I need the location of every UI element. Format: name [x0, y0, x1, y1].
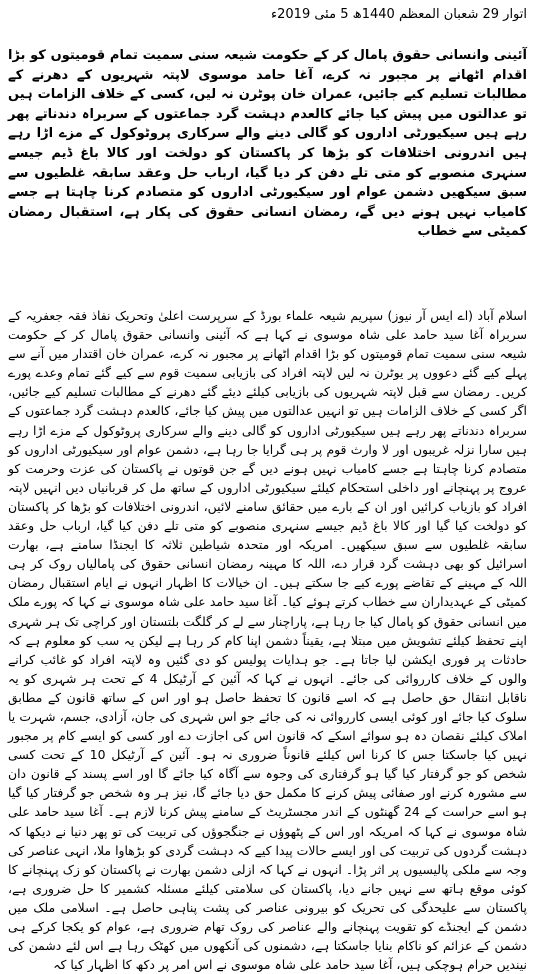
dateline: اتوار 29 شعبان المعظم 1440ھ 5 مئی 2019ء — [271, 7, 527, 22]
article-body: اسلام آباد (اے ایس آر نیوز) سپریم شیعہ علماء بورڈ کے سرپرست اعلیٰ وتحریک نفاذ فقہ جعفریہ کے سربراہ آغا سید حامد علی شاہ موسوی نے کہا ہے کہ آئینی وانسانی حقوق پامال کر کے حکومت شیعہ سنی سمیت تمام قومیتوں کو بڑا اقدام اٹھانے پر مجبور نہ کرے، عمران خان اقتدار میں آنے سے پہلے کیے گئے دعووں پر یوٹرن نہ لیں لاپتہ افراد کی بازیابی سمیت قوم سے کیے گئے تمام وعدے پورے کریں۔ رمضان سے قبل لاپتہ شہریوں کی بازیابی کیلئے دیئے گئے دھرنے کے مطالبات تسلیم کیے جائیں، اگر کسی کے خلاف الزامات ہیں تو انہیں عدالتوں میں پیش کیا جائے، کالعدم دہشت گرد جماعتوں کے سربراہ دندناتے پھر رہے ہیں سیکیورٹی اداروں کو گالی دینے والے سرکاری پروٹوکول کے مزے اڑا رہے ہیں سارا نزلہ غریبوں اور لا وارث قوم پر ہی گرایا جا رہا ہے، دشمن عوام اور سیکیورٹی اداروں کو متصادم کرنا چاہتا ہے جسے کامیاب نہیں ہونے دیں گے جن قوتوں نے پاکستان کی عزت وحرمت کو عروج پر پہنچانے اور داخلی استحکام کیلئے سیکیورٹی اداروں کے ساتھ مل کر قربانیاں دیں انہیں لاپتہ افراد کو بازیاب کرائیں اور ان کے بارے میں حقائق سامنے لائیں، اندرونی اختلافات کو بڑھا کر پاکستان کو دولخت کیا گیا اور کالا باغ ڈیم جیسے سنہری منصوبے کو متی تلے دفن کیا گیا، ارباب حل وعقد سابقہ غلطیوں سے سبق سیکھیں۔ امریکہ اور متحدہ شیاطین ثلاثہ کا ایجنڈا سامنے ہے، بھارت اسرائیل کو بھی دہشت گرد قرار دے، اللہ کا مہینہ رمضان انسانی حقوق کی پامالیاں روک کر ہی اللہ کے مہینے کے تقاضے پورے کیے جا سکتے ہیں۔ ان خیالات کا اظہار انہوں نے ایام استقبال رمضان کمیٹی کے عہدیداران سے خطاب کرتے ہوئے کیا۔ آغا سید حامد علی شاہ موسوی نے کہا کہ پورے ملک میں انسانی حقوق کو پامال کیا جا رہا ہے، پاراچنار سے لے کر گلگت بلتستان اور کراچی تک ہر شہری اپنے تحفظ کیلئے تشویش میں مبتلا ہے، یقیناً دشمن اپنا کام کر رہا ہے لیکن یہ سب کو معلوم ہے کہ حادثات پر فوری ایکشن لیا جاتا ہے۔ جو ہدایات پولیس کو دی گئیں وہ لاپتہ افراد کو غائب کرانے والوں کے خلاف کارروائی کی جائے۔ انہوں نے کہا کہ آئین کے آرٹیکل 4 کے تحت ہر شہری کو یہ ناقابل انتقال حق حاصل ہے کہ اسے قانون کا تحفظ حاصل ہو اور اس کے ساتھ قانون کے مطابق سلوک کیا جائے اور کوئی ایسی کارروائی نہ کی جائے جو اس شہری کی جان، آزادی، جسم، شہرت یا املاک کیلئے نقصان دہ ہو سوائے اسکے کہ قانون اس کی اجازت دے اور کسی کو ایسے کام پر مجبور نہیں کیا جاسکتا جس کا کرنا اس کیلئے قانوناً ضروری نہ ہو۔ آئین کے آرٹیکل 10 کے تحت کسی شخص کو جو گرفتار کیا گیا ہو گرفتاری کی وجوہ سے آگاہ کیا جائے گا اور اسے پسند کے قانون دان سے مشورہ کرنے اور صفائی پیش کرنے کا مکمل حق دیا جائے گا، نیز ہر وہ شخص جو گرفتار کیا گیا ہو اسے حراست کے 24 گھنٹوں کے اندر مجسٹریٹ کے سامنے پیش کرنا لازم ہے۔ آغا سید حامد علی شاہ موسوی نے کہا کہ امریکہ اور اس کے پٹھوؤں نے جنگجوؤں کی تربیت کی تو پھر دنیا نے دیکھا کہ دہشت گردوں کی تربیت کی اور ایسے حالات پیدا کیے کہ دہشت گردی کو بڑھاوا ملا، انہی عناصر کی وجہ سے ملکی پالیسیوں پر اثر پڑا۔ انہوں نے کہا کہ ازلی دشمن بھارت نے پاکستان کو زک پہنچانے کا کوئی موقع ہاتھ سے نہیں جانے دیا، پاکستان کی سلامتی کیلئے مسئلہ کشمیر کا حل ضروری ہے، پاکستان سے علیحدگی کی تحریک کو بیرونی عناصر کی پشت پناہی حاصل ہے۔ اسلامی ملک میں دشمن کے ایجنڈے کو تقویت پہنچانے والے عناصر کی روک تھام ضروری ہے، عوام کو یکجا کرکے ہی دشمن کے عزائم کو ناکام بنایا جاسکتا ہے، دشمنوں کی آنکھوں میں کھٹک رہا ہے اس لئے دشمن کی نیندیں حرام ہوچکی ہیں، آغا سید حامد علی شاہ موسوی نے اس امر پر دکھ کا اظہار کیا کہ — [8, 308, 527, 973]
headline: آئینی وانسانی حقوق پامال کر کے حکومت شیعہ سنی سمیت تمام قومیتوں کو بڑا اقدام اٹھانے پر مجبور نہ کرے، آغا حامد موسوی لاپتہ شہریوں کے دھرنے کے مطالبات تسلیم کیے جائیں، عمران خان پوٹرن نہ لیں، کسی کے خلاف الزامات ہیں تو عدالتوں میں پیش کیا جائے کالعدم دہشت گرد جماعتوں کے سربراہ دندناتے پھر رہے ہیں سیکیورٹی اداروں کو گالی دینے والے سرکاری پروٹوکول کے مزے اڑا رہے ہیں اندرونی اختلافات کو بڑھا کر پاکستان کو دولخت اور کالا باغ ڈیم جیسے سنہری منصوبے کو متی تلے دفن کر دیا گیا، ارباب حل وعقد سابقہ غلطیوں سے سبق سیکھیں دشمن عوام اور سیکیورٹی اداروں کو متصادم کرنا چاہتا ہے جسے کامیاب نہیں ہونے دیں گے، رمضان انسانی حقوق کی پکار ہے، استقبال رمضان کمیٹی سے خطاب — [8, 48, 527, 240]
